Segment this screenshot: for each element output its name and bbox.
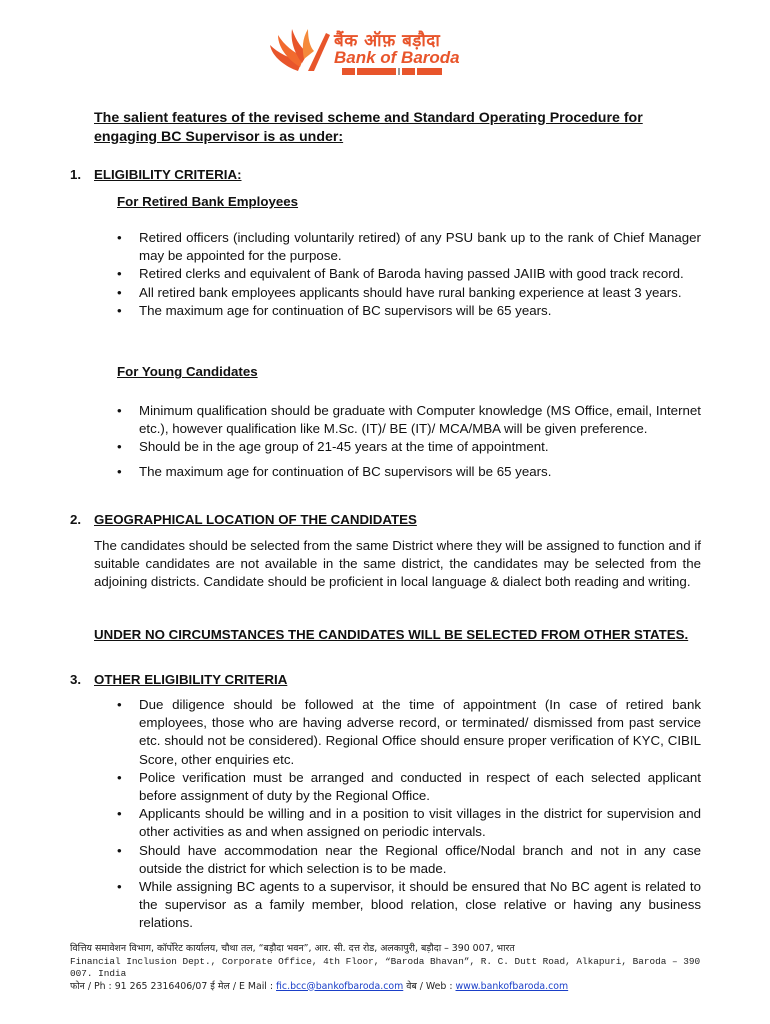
section-1-number: 1. [70,167,82,182]
retired-employees-subtitle: For Retired Bank Employees [117,194,299,209]
list-item: • Applicants should be willing and in a position to visit villages in the district for supervision and other activities as and when assigned on periodic intervals. [117,805,701,841]
logo-english-name: Bank of Baroda [334,48,460,67]
list-item: • Police verification must be arranged and conducted in respect of each selected applicant before assignment of duty by the Regional Office. [117,769,701,805]
young-candidates-list [117,402,701,481]
section-3-title: OTHER ELIGIBILITY CRITERIA [94,672,288,687]
list-item: • While assigning BC agents to a supervisor, it should be ensured that No BC agent is related to the supervisor as a family member, blood relation, close relative or having any business relations. [117,878,701,933]
list-item: • The maximum age for continuation of BC supervisors will be 65 years. [117,463,701,481]
email-link[interactable]: fic.bcc@bankofbaroda.com [276,980,404,992]
footer-contact [70,981,710,994]
section-3-number: 3. [70,672,82,687]
footer-contact-label: फोन / Ph : 91 265 2316406/07 ई मेल / E Mail : [70,980,277,992]
list-item: • Retired officers (including voluntarily retired) of any PSU bank up to the rank of Chief Manager may be appointed for the purpose. [117,229,701,265]
website-link[interactable]: www.bankofbaroda.com [455,980,569,992]
footer-hindi-address: वित्तिय समावेशन विभाग, कॉर्पोरेट कार्यालय, चौथा तल, “बड़ौदा भवन”, आर. सी. दत्त रोड, अलकापुरी, बड़ौदा – 390 007, भारत [70,943,515,954]
list-item: • Minimum qualification should be graduate with Computer knowledge (MS Office, email, Internet etc.), however qualification like M.Sc. (IT)/ BE (IT)/ MCA/MBA will be given preference. [117,402,701,438]
other-criteria-list [117,696,701,933]
list-item: • Retired clerks and equivalent of Bank of Baroda having passed JAIIB with good track record. [117,265,701,283]
logo-strip [342,68,442,75]
list-item: • Should be in the age group of 21-45 years at the time of appointment. [117,438,701,456]
section-1-title: ELIGIBILITY CRITERIA: [94,167,242,182]
logo-hindi-name: बैंक ऑफ़ बड़ौदा [334,31,441,51]
footer-web-label: वेब / Web : [403,980,456,992]
section-2-title: GEOGRAPHICAL LOCATION OF THE CANDIDATES [94,512,417,527]
section-2-number: 2. [70,512,82,527]
list-item: • Should have accommodation near the Regional office/Nodal branch and not in any case outside the district for which selection is to be made. [117,842,701,878]
retired-employees-list [117,229,701,320]
list-item: • The maximum age for continuation of BC supervisors will be 65 years. [117,302,701,320]
page-footer [70,943,710,993]
young-candidates-subtitle: For Young Candidates [117,364,258,379]
baroda-sun-icon [268,27,330,75]
list-item: • Due diligence should be followed at the time of appointment (In case of retired bank employees, those who are having adverse record, or terminated/ dismissed from past service etc. should not be considered). Regional Office should ensure proper verification of KYC, CIBIL Score, other enquiries etc. [117,696,701,769]
location-paragraph: The candidates should be selected from the same District where they will be assigned to function and if suitable candidates are not available in the same district, the candidates may be selected from the adjoining districts. Candidate should be proficient in local language & dialect both reading and writing. [94,538,701,590]
bank-logo [268,27,494,77]
footer-english-address: Financial Inclusion Dept., Corporate Office, 4th Floor, “Baroda Bhavan”, R. C. Dutt Road, Alkapuri, Baroda – 390 007. India [70,955,701,979]
page-title: The salient features of the revised scheme and Standard Operating Procedure for engaging BC Supervisor is as under: [94,110,643,145]
list-item: • All retired bank employees applicants should have rural banking experience at least 3 years. [117,284,701,302]
other-states-warning: UNDER NO CIRCUMSTANCES THE CANDIDATES WILL BE SELECTED FROM OTHER STATES. [94,627,689,642]
